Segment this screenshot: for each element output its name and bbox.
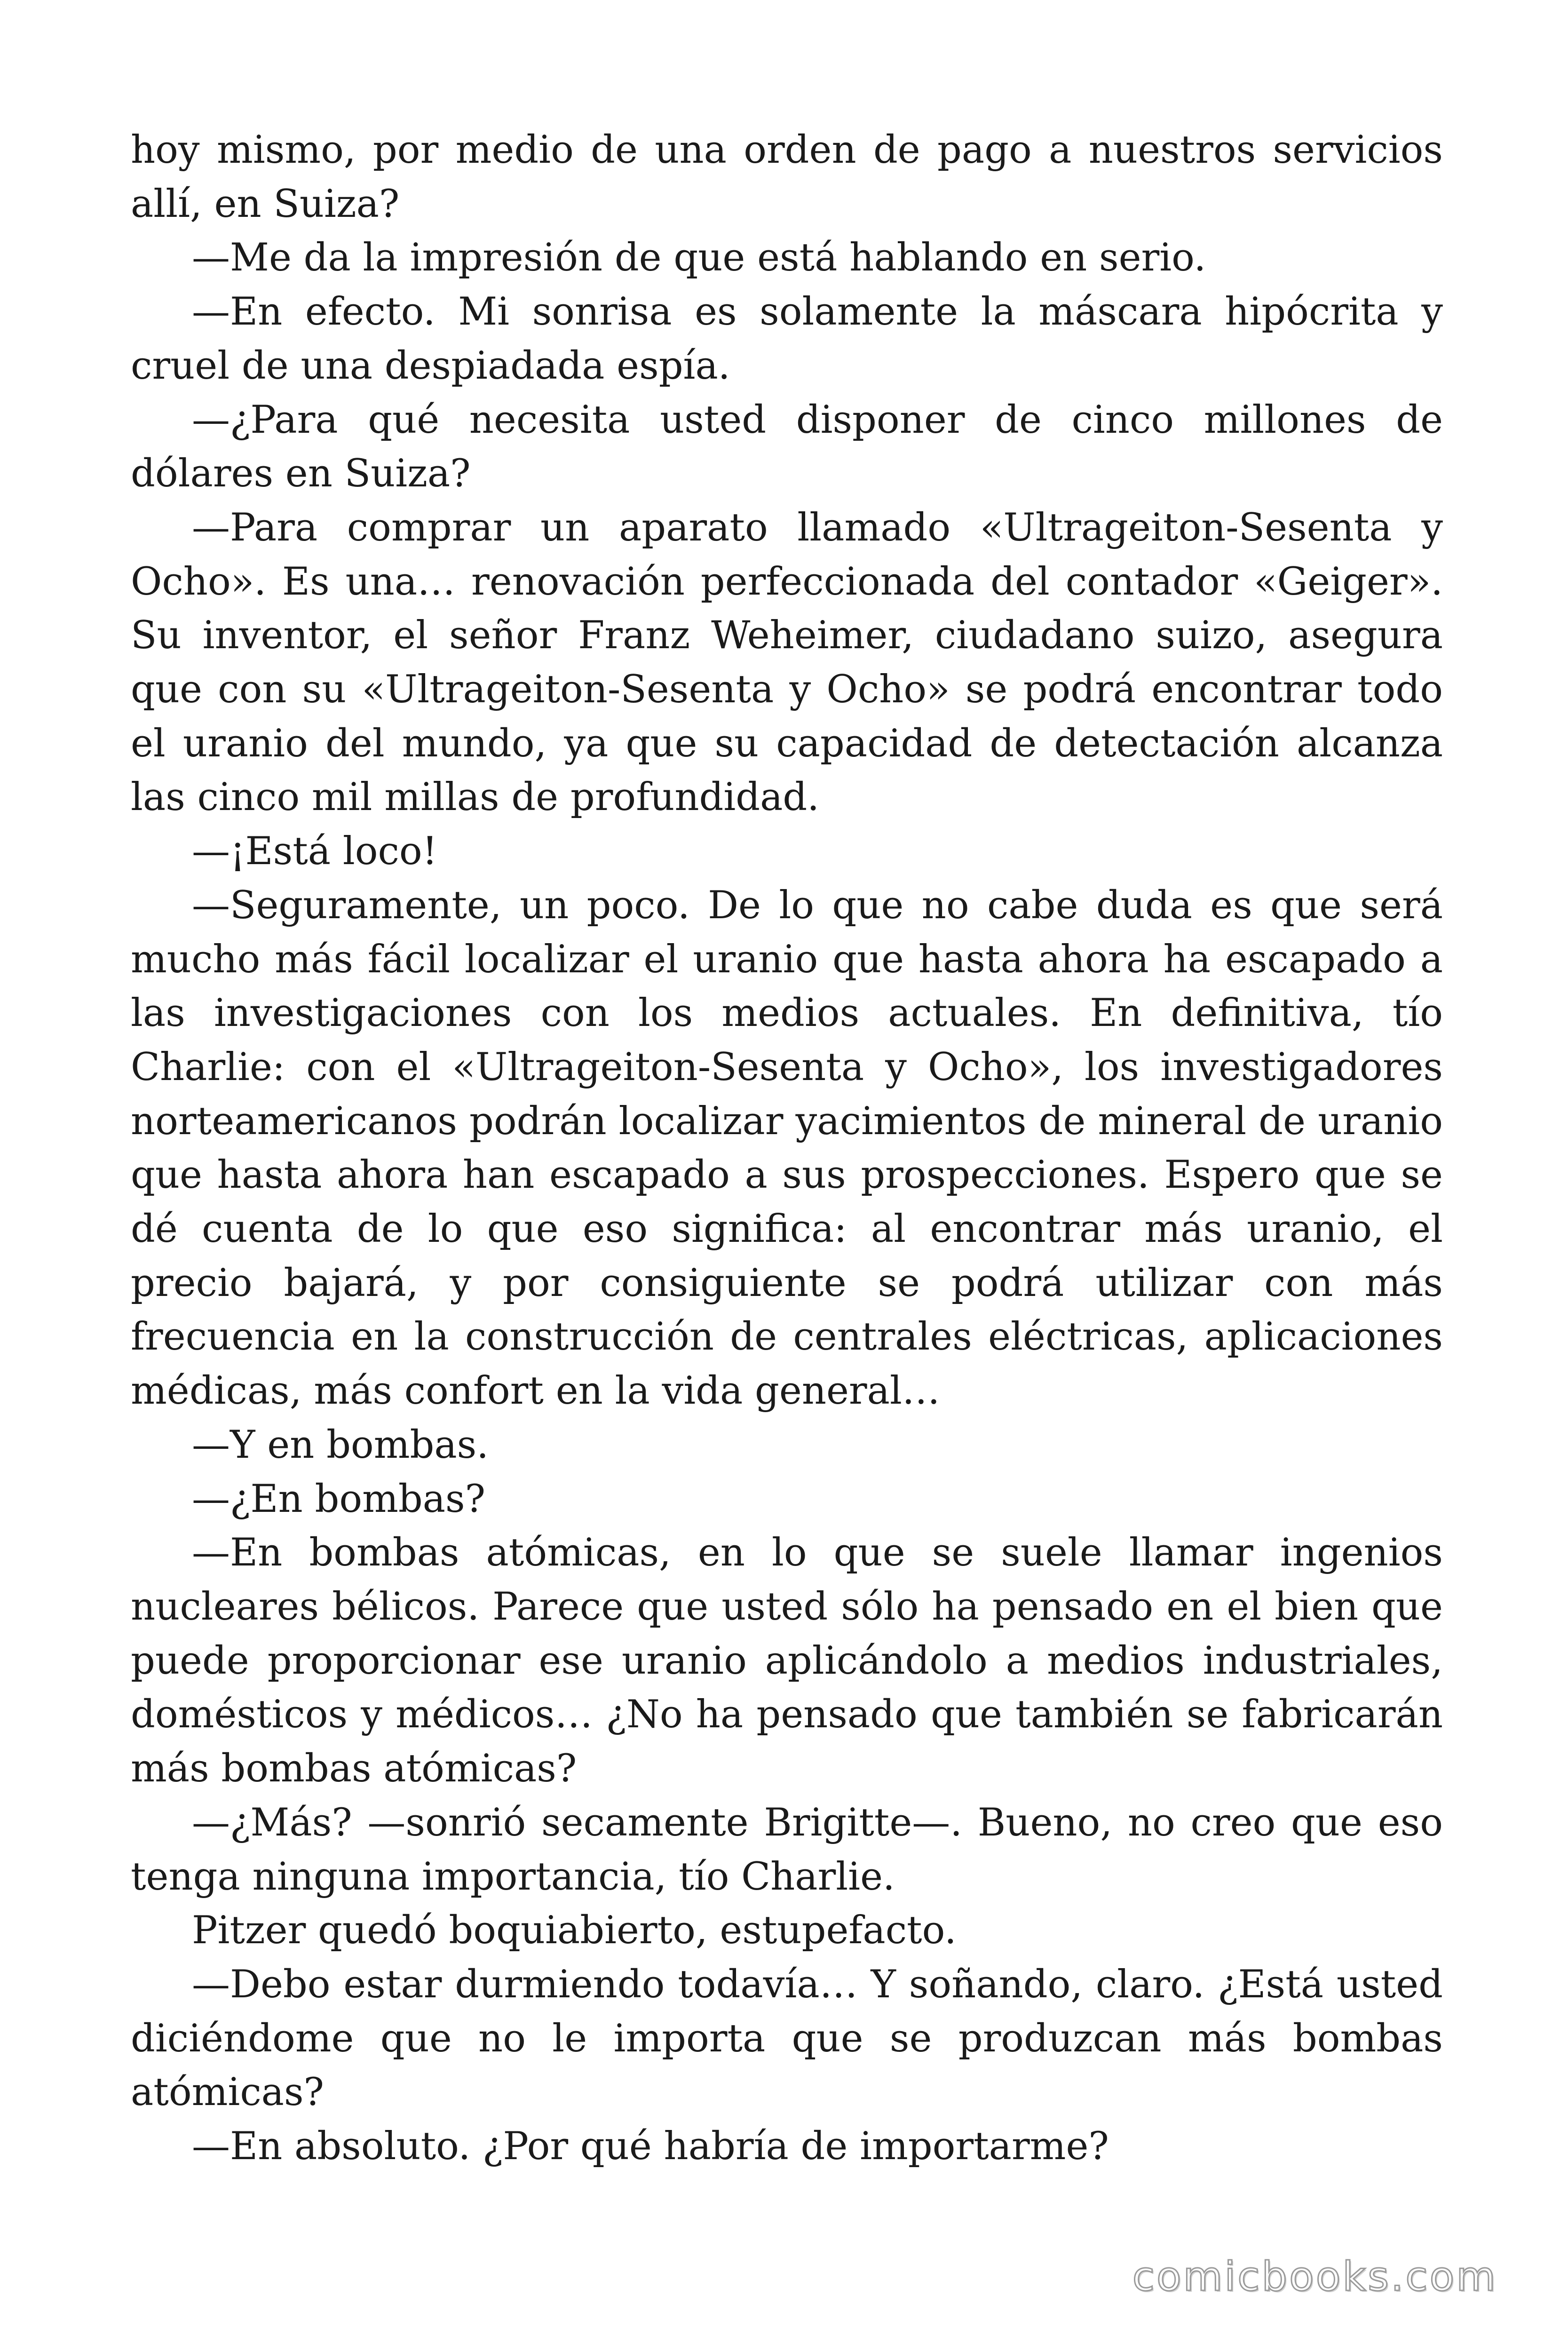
paragraph: —Y en bombas. — [192, 1422, 489, 1467]
paragraph: —¿Más? —sonrió secamente Brigitte—. Bueno, no creo que eso tenga ninguna importancia, tío Charlie. — [131, 1800, 1443, 1899]
paragraph: hoy mismo, por medio de una orden de pago a nuestros servicios allí, en Suiza? — [131, 128, 1443, 226]
watermark: comicbooks.com — [1132, 2253, 1497, 2300]
paragraph: Pitzer quedó boquiabierto, estupefacto. — [192, 1908, 957, 1953]
paragraph: —En efecto. Mi sonrisa es solamente la máscara hipócrita y cruel de una despiadada espía. — [131, 290, 1443, 388]
paragraph: —¿En bombas? — [192, 1477, 486, 1521]
paragraph: —Seguramente, un poco. De lo que no cabe duda es que será mucho más fácil localizar el uranio que hasta ahora ha escapado a las investigaciones con los medios actuales. En definitiva, tío Charlie: con el «Ultrageiton-Sesenta y Ocho», los investigadores norteamericanos podrán localizar yacimientos de mineral de uranio que hasta ahora han escapado a sus prospecciones. Espero que se dé cuenta de lo que eso significa: al encontrar más uranio, el precio bajará, y por consiguiente se podrá utilizar con más frecuencia en la construcción de centrales eléctricas, aplicaciones médicas, más confort en la vida general… — [131, 883, 1443, 1414]
paragraph: —¡Está loco! — [192, 829, 438, 874]
paragraph: —En bombas atómicas, en lo que se suele llamar ingenios nucleares bélicos. Parece que usted sólo ha pensado en el bien que puede proporcionar ese uranio aplicándolo a medios industriales, domésticos y médicos… ¿No ha pensado que también se fabricarán más bombas atómicas? — [131, 1531, 1443, 1791]
paragraph: —¿Para qué necesita usted disponer de cinco millones de dólares en Suiza? — [131, 397, 1443, 496]
paragraph: —En absoluto. ¿Por qué habría de importarme? — [192, 2124, 1109, 2169]
paragraph: —Me da la impresión de que está hablando en serio. — [192, 236, 1206, 280]
page-text — [131, 123, 1443, 2174]
paragraph: —Para comprar un aparato llamado «Ultrageiton-Sesenta y Ocho». Es una… renovación perfeccionada del contador «Geiger». Su inventor, el señor Franz Weheimer, ciudadano suizo, asegura que con su «Ultrageiton-Sesenta y Ocho» se podrá encontrar todo el uranio del mundo, ya que su capacidad de detectación alcanza las cinco mil millas de profundidad. — [131, 505, 1443, 820]
paragraph: —Debo estar durmiendo todavía… Y soñando, claro. ¿Está usted diciéndome que no le importa que se produzcan más bombas atómicas? — [131, 1962, 1443, 2115]
